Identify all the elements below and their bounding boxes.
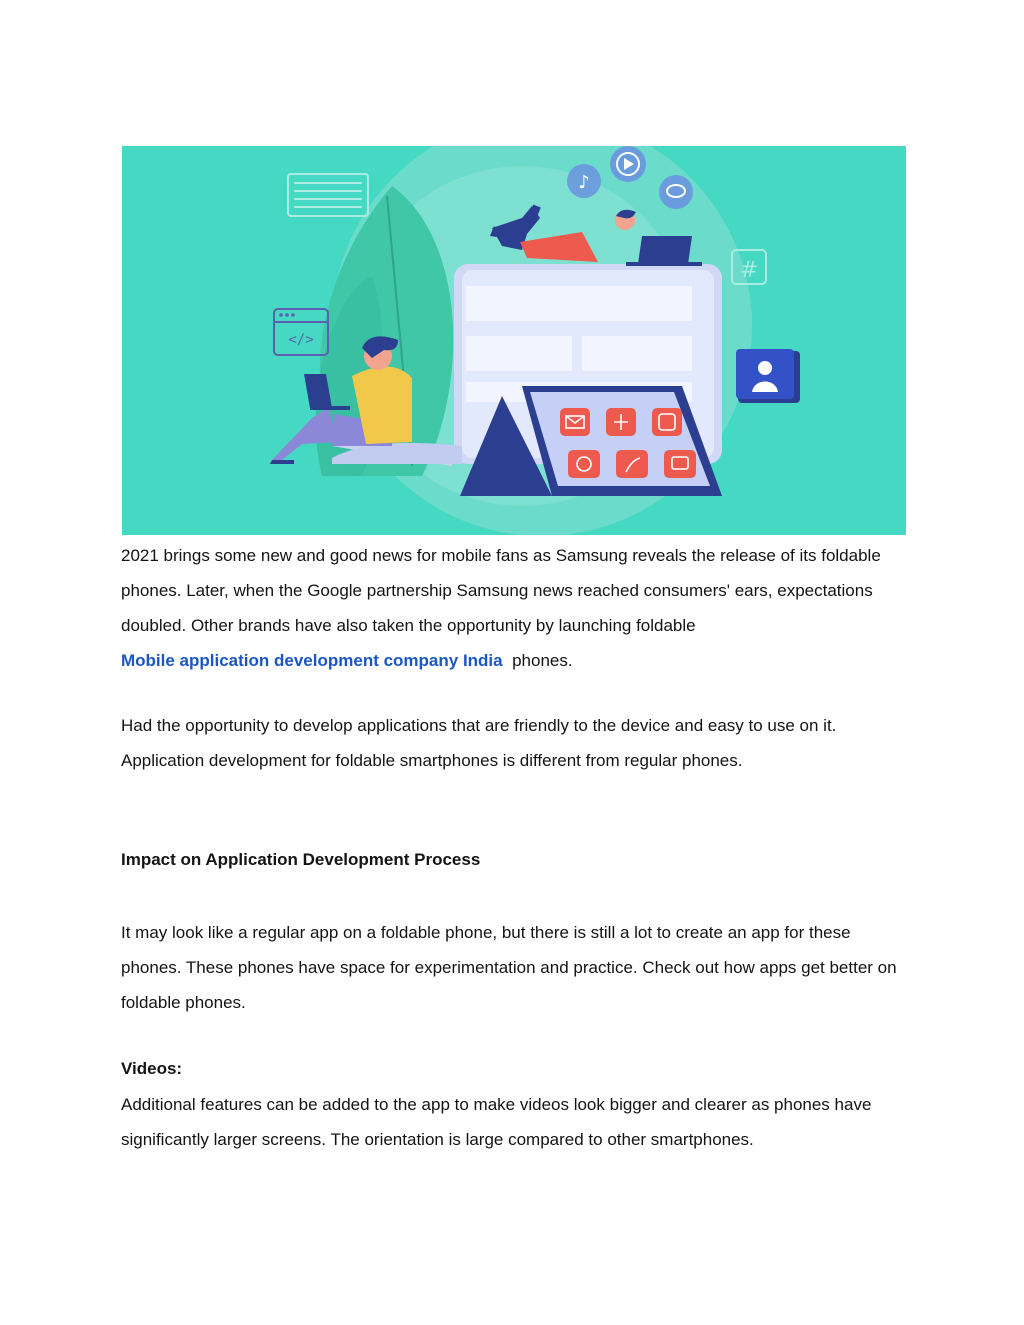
chat-icon xyxy=(659,175,693,209)
company-link[interactable]: Mobile application development company India xyxy=(121,651,503,670)
paragraph-text: Had the opportunity to develop applications that are friendly to the device and easy to use on it. Application development for foldable smartphones is different from regular phones. xyxy=(121,716,837,770)
user-profile-icon xyxy=(736,349,800,403)
intro-text: 2021 brings some new and good news for mobile fans as Samsung reveals the release of its foldable phones. Later, when the Google partnership Samsung news reached consumers' ears, expectations doubled. Other brands have also taken the opportunity by launching foldable xyxy=(121,546,881,635)
folded-phone xyxy=(460,386,722,496)
second-paragraph xyxy=(121,708,911,778)
section-heading: Impact on Application Development Process xyxy=(121,850,481,869)
play-icon xyxy=(610,146,646,182)
third-paragraph xyxy=(121,915,911,1020)
svg-text:</>: </> xyxy=(288,332,314,348)
intro-paragraph xyxy=(121,538,911,678)
svg-text:#: # xyxy=(739,258,759,283)
fourth-paragraph xyxy=(121,1087,911,1157)
paragraph-text: It may look like a regular app on a foldable phone, but there is still a lot to create an app for these phones. These phones have space for experimentation and practice. Check out how apps get better on foldable phones. xyxy=(121,923,897,1012)
hero-illustration xyxy=(122,146,906,535)
svg-text:♪: ♪ xyxy=(578,172,590,193)
subsection-heading: Videos: xyxy=(121,1059,183,1078)
intro-text-end: phones. xyxy=(512,651,573,670)
music-note-icon xyxy=(567,164,601,198)
foldable-phone-illustration xyxy=(122,146,906,535)
paragraph-text: Additional features can be added to the app to make videos look bigger and clearer as phones have significantly larger screens. The orientation is large compared to other smartphones. xyxy=(121,1095,872,1149)
